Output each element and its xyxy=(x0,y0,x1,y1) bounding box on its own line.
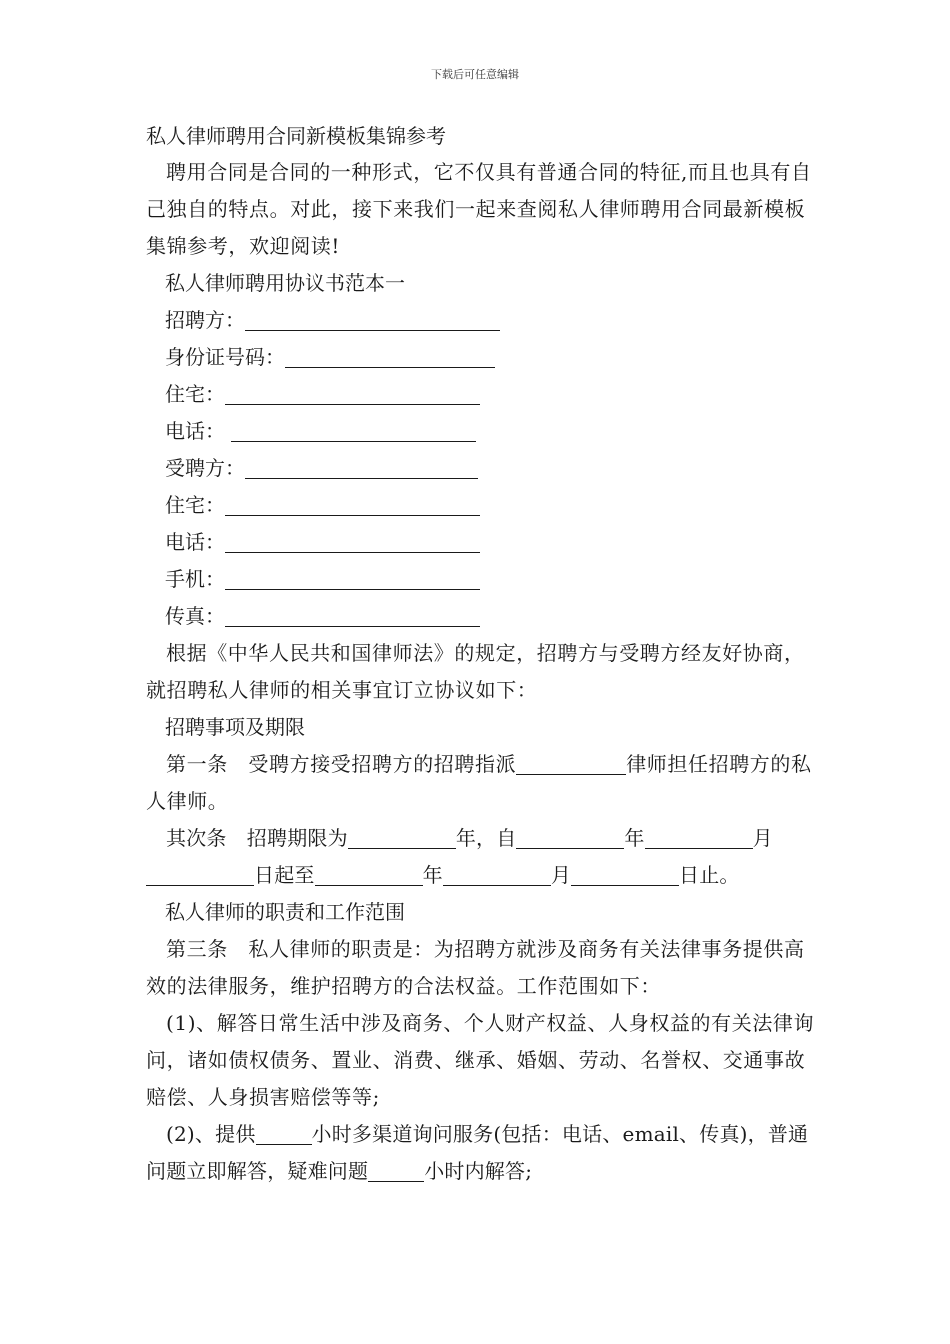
document-title: 私人律师聘用合同新模板集锦参考 xyxy=(146,124,446,148)
field-residence xyxy=(146,376,816,413)
fill-in-blank[interactable] xyxy=(225,489,480,516)
item-1: (1)、解答日常生活中涉及商务、个人财产权益、人身权益的有关法律询问，诸如债权债务、置业、消费、继承、婚姻、劳动、名誉权、交通事故赔偿、人身损害赔偿等等; xyxy=(146,1011,815,1109)
heading-duties-scope: 私人律师的职责和工作范围 xyxy=(165,900,405,924)
fill-in-blank[interactable] xyxy=(245,452,478,479)
field-label: 住宅： xyxy=(165,493,225,517)
field-label: 电话： xyxy=(165,530,225,554)
heading-recruitment-terms: 招聘事项及期限 xyxy=(165,715,305,739)
article-2: 其次条 招聘期限为 年，自 年 月日起至 年 月 日止。 xyxy=(146,820,816,894)
fill-in-blank[interactable] xyxy=(225,563,480,590)
field-employee-phone xyxy=(146,524,816,561)
fill-in-blank[interactable] xyxy=(571,861,679,886)
fill-in-blank[interactable] xyxy=(443,861,551,886)
fill-in-blank[interactable] xyxy=(231,415,476,442)
field-fax xyxy=(146,598,816,635)
field-mobile xyxy=(146,561,816,598)
field-employee-residence xyxy=(146,487,816,524)
fill-in-blank[interactable] xyxy=(645,824,753,849)
fill-in-blank[interactable] xyxy=(225,600,480,627)
field-label: 招聘方： xyxy=(165,308,245,332)
article-1: 第一条 受聘方接受招聘方的招聘指派 律师担任招聘方的私人律师。 xyxy=(146,752,812,813)
document-body xyxy=(146,118,816,1190)
fill-in-blank[interactable] xyxy=(146,861,254,886)
field-phone xyxy=(146,413,816,450)
section-title: 私人律师聘用协议书范本一 xyxy=(165,271,405,295)
fill-in-blank[interactable] xyxy=(315,861,423,886)
field-id-number xyxy=(146,339,816,376)
fill-in-blank[interactable] xyxy=(516,750,626,775)
field-label: 手机： xyxy=(165,567,225,591)
fill-in-blank[interactable] xyxy=(225,526,480,553)
field-label: 受聘方： xyxy=(165,456,245,480)
item-2: (2)、提供 小时多渠道询问服务(包括：电话、email、传真)，普通问题立即解答，疑难问题 小时内解答; xyxy=(146,1122,809,1183)
fill-in-blank[interactable] xyxy=(256,1120,312,1145)
field-label: 传真： xyxy=(165,604,225,628)
fill-in-blank[interactable] xyxy=(245,304,500,331)
field-employee xyxy=(146,450,816,487)
basis-paragraph: 根据《中华人民共和国律师法》的规定，招聘方与受聘方经友好协商，就招聘私人律师的相关事宜订立协议如下： xyxy=(146,641,805,702)
page-header-note: 下载后可任意编辑 xyxy=(431,68,519,81)
field-label: 身份证号码： xyxy=(165,345,285,369)
intro-paragraph: 聘用合同是合同的一种形式，它不仅具有普通合同的特征,而且也具有自己独自的特点。对此，接下来我们一起来查阅私人律师聘用合同最新模板集锦参考，欢迎阅读! xyxy=(146,160,812,258)
fill-in-blank[interactable] xyxy=(225,378,480,405)
article-3: 第三条 私人律师的职责是：为招聘方就涉及商务有关法律事务提供高效的法律服务，维护招聘方的合法权益。工作范围如下： xyxy=(146,937,805,998)
field-label: 电话： xyxy=(165,419,232,443)
fill-in-blank[interactable] xyxy=(368,1157,424,1182)
fill-in-blank[interactable] xyxy=(516,824,624,849)
fill-in-blank[interactable] xyxy=(348,824,456,849)
field-label: 住宅： xyxy=(165,382,225,406)
fill-in-blank[interactable] xyxy=(285,341,495,368)
field-recruiter xyxy=(146,302,816,339)
